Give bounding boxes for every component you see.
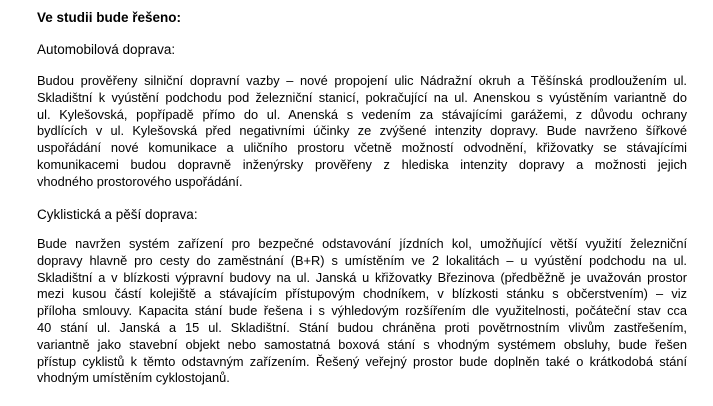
section-paragraph-cycling bbox=[37, 236, 687, 387]
section-title-cycling: Cyklistická a pěší doprava: bbox=[37, 207, 198, 222]
paragraph-line: příloha smlouvy. Kapacita stání bude řešena i s výhledovým rozšířením dle využitelnosti, počáteční stav cca bbox=[37, 303, 687, 319]
paragraph-line: přístup cyklistů k těmto odstavným zařízením. Řešený veřejný prostor bude doplněn také o krátkodobá stání bbox=[37, 353, 687, 369]
section-title-automobile: Automobilová doprava: bbox=[37, 42, 176, 57]
paragraph-line: vhodného prostorového uspořádání. bbox=[37, 173, 243, 189]
paragraph-line: mezi kusou částí kolejiště a stávajícím přístupovým chodníkem, v blízkosti stánku s občerstvením) – viz bbox=[37, 286, 687, 302]
paragraph-line: dopravy hlavně pro cesty do zaměstnání (B+R) s umístěním ve 2 lokalitách – u vyústění podchodu na ul. bbox=[37, 252, 687, 268]
paragraph-line: Bude navržen systém zařízení pro bezpečné odstavování jízdních kol, umožňující větší využití železniční bbox=[37, 236, 687, 251]
paragraph-line: vhodným umístěním cyklostojanů. bbox=[37, 370, 230, 386]
paragraph-line: uspořádání nové komunikace a uličního prostoru včetně možností odvodnění, křižovatky se stávajícími bbox=[37, 140, 687, 156]
paragraph-line: bydlících v ul. Kylešovská před negativními účinky ze zvýšené intenzity dopravy. Bude navrženo šířkové bbox=[37, 123, 687, 139]
paragraph-line: variantně jako stavební objekt nebo samostatná boxová stání s vhodným systémem obsluhy, bude řešen bbox=[37, 336, 687, 352]
paragraph-line: Skladištní k vyústění podchodu pod železniční stanicí, pokračující na ul. Anenskou s vyústěním variantně do bbox=[37, 89, 687, 105]
paragraph-line: komunikacemi budou dopravně inženýrsky prověřeny z hlediska intenzity dopravy a možnosti jejich bbox=[37, 156, 687, 172]
paragraph-line: ul. Kylešovská, popřípadě přímo do ul. Anenská s vedením za stávajícími garážemi, z důvodu ochrany bbox=[37, 106, 687, 122]
paragraph-line: Budou prověřeny silniční dopravní vazby – nové propojení ulic Nádražní okruh a Těšínská prodloužením ul. bbox=[37, 73, 687, 88]
paragraph-line: 40 stání ul. Janská a 15 ul. Skladištní. Stání budou chráněna proti povětrnostním vlivům zastřešením, bbox=[37, 319, 687, 335]
document-heading: Ve studii bude řešeno: bbox=[37, 10, 182, 25]
section-paragraph-automobile bbox=[37, 73, 687, 191]
paragraph-line: Skladištní a v blízkosti výpravní budovy na ul. Janská u křižovatky Březinova (předběžně je uvažován prostor bbox=[37, 269, 687, 285]
